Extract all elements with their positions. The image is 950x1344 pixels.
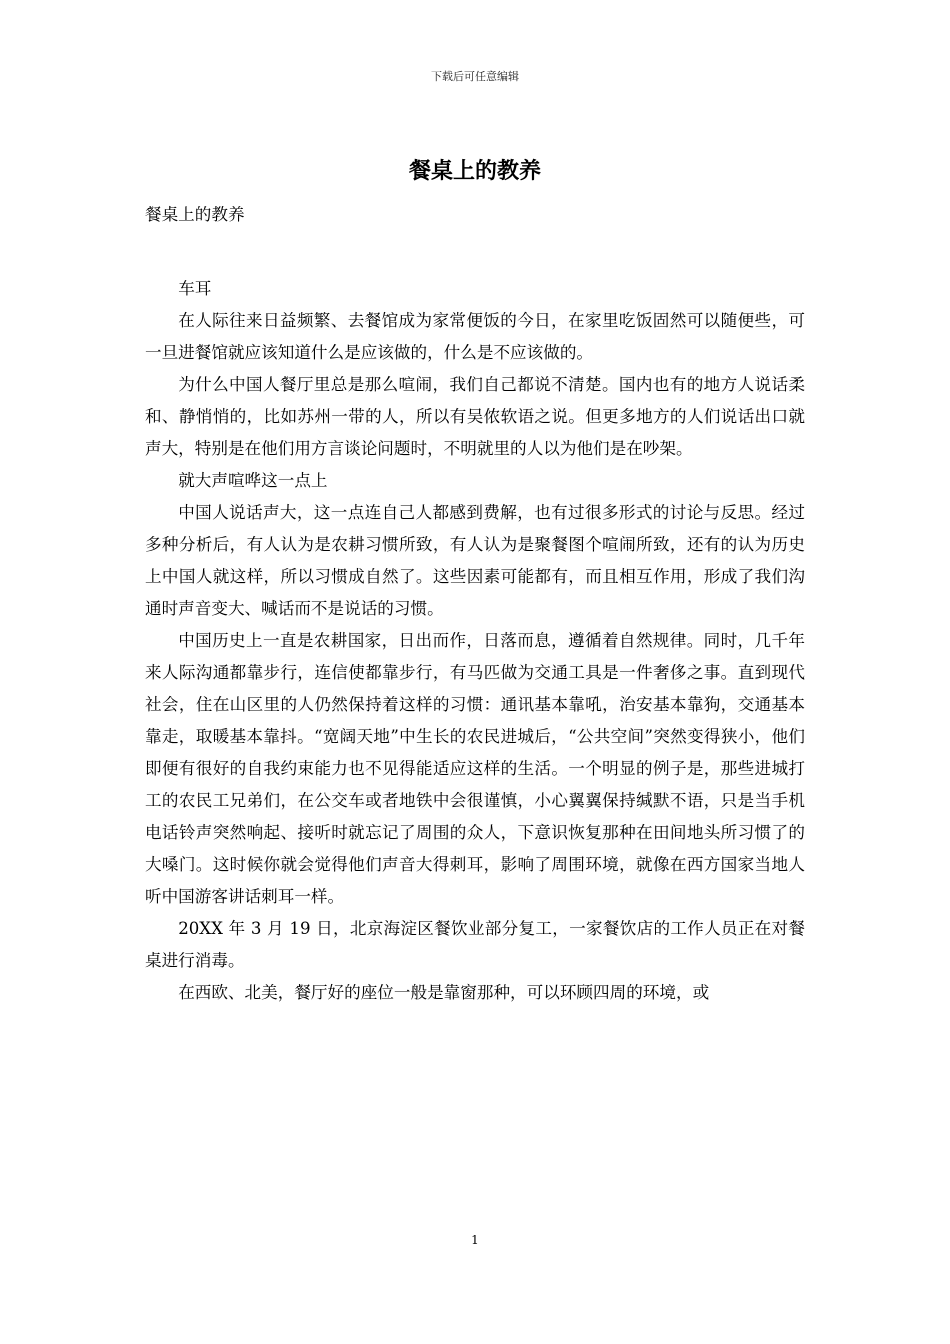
- author-line: 车耳: [178, 279, 212, 298]
- paragraph: 在人际往来日益频繁、去餐馆成为家常便饭的今日，在家里吃饭固然可以随便些，可一旦进餐馆就应该知道什么是应该做的，什么是不应该做的。: [145, 311, 805, 362]
- document-body: [145, 199, 805, 1009]
- document-title: 餐桌上的教养: [408, 158, 541, 184]
- section-heading: 就大声喧哗这一点上: [178, 471, 328, 490]
- header-note: 下载后可任意编辑: [431, 70, 519, 83]
- paragraph: 为什么中国人餐厅里总是那么喧闹，我们自己都说不清楚。国内也有的地方人说话柔和、静悄悄的，比如苏州一带的人，所以有吴侬软语之说。但更多地方的人们说话出口就声大，特别是在他们用方言谈论问题时，不明就里的人以为他们是在吵架。: [145, 375, 805, 458]
- paragraph: 在西欧、北美，餐厅好的座位一般是靠窗那种，可以环顾四周的环境，或: [178, 983, 710, 1002]
- paragraph: 中国历史上一直是农耕国家，日出而作，日落而息，遵循着自然规律。同时，几千年来人际沟通都靠步行，连信使都靠步行，有马匹做为交通工具是一件奢侈之事。直到现代社会，住在山区里的人仍然保持着这样的习惯：通讯基本靠吼，治安基本靠狗，交通基本靠走，取暖基本靠抖。“宽阔天地”中生长的农民进城后，“公共空间”突然变得狭小，他们即便有很好的自我约束能力也不见得能适应这样的生活。一个明显的例子是，那些进城打工的农民工兄弟们，在公交车或者地铁中会很谨慎，小心翼翼保持缄默不语，只是当手机电话铃声突然响起、接听时就忘记了周围的众人，下意识恢复那种在田间地头所习惯了的大嗓门。这时候你就会觉得他们声音大得刺耳，影响了周围环境，就像在西方国家当地人听中国游客讲话刺耳一样。: [145, 631, 805, 906]
- document-subtitle: 餐桌上的教养: [145, 205, 245, 224]
- paragraph: 中国人说话声大，这一点连自己人都感到费解，也有过很多形式的讨论与反思。经过多种分析后，有人认为是农耕习惯所致，有人认为是聚餐图个喧闹所致，还有的认为历史上中国人就这样，所以习惯成自然了。这些因素可能都有，而且相互作用，形成了我们沟通时声音变大、喊话而不是说话的习惯。: [145, 503, 805, 618]
- page-number: 1: [471, 1233, 479, 1247]
- paragraph: 20XX 年 3 月 19 日，北京海淀区餐饮业部分复工，一家餐饮店的工作人员正在对餐桌进行消毒。: [145, 919, 805, 970]
